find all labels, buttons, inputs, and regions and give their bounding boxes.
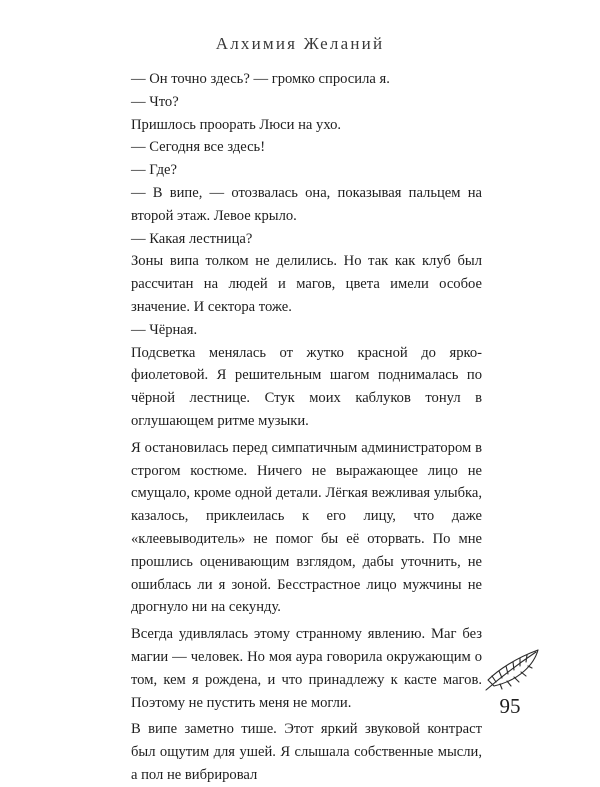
paragraph: Подсветка менялась от жутко красной до ярко-фиолетовой. Я решительным шагом поднималась по чёрной лестнице. Стук моих каблуков тонул в оглушающем ритме музыки. bbox=[131, 344, 482, 429]
paragraph: — Какая лестница? bbox=[131, 230, 253, 247]
paragraph: — Что? bbox=[131, 93, 179, 110]
paragraph: Всегда удивлялась этому странному явлению. Маг без магии — человек. Но моя аура говорила окружающим о том, кем я рождена, и что принадлежу к касте магов. Поэтому не пустить меня не могли. bbox=[131, 626, 482, 711]
paragraph: — Он точно здесь? — громко спросила я. bbox=[131, 71, 390, 87]
paragraph: Я остановилась перед симпатичным администратором в строгом костюме. Ничего не выражающее лицо не смущало, кроме одной детали. Лёгкая вежливая улыбка, казалось, приклеилась к его лицу, что даже «клеевыводитель» не помог бы её оторвать. По мне прошлись оценивающим взглядом, дабы уточнить, не ошиблась ли я зоной. Бесстрастное лицо мужчины не дрогнуло ни на секунду. bbox=[131, 439, 482, 616]
paragraph: — Сегодня все здесь! bbox=[131, 139, 266, 156]
paragraph: В випе заметно тише. Этот яркий звуковой контраст был ощутим для ушей. Я слышала собственные мысли, а пол не вибрировал bbox=[131, 721, 482, 783]
paragraph: Пришлось проорать Люси на ухо. bbox=[131, 116, 342, 133]
paragraph: — В випе, — отозвалась она, показывая пальцем на второй этаж. Левое крыло. bbox=[131, 184, 482, 224]
feather-icon bbox=[480, 640, 550, 700]
running-header: Алхимия Желаний bbox=[215, 34, 385, 53]
paragraph: Зоны випа толком не делились. Но так как клуб был рассчитан на людей и магов, цвета имели особое значение. И сектора тоже. bbox=[131, 253, 482, 315]
paragraph: — Чёрная. bbox=[131, 321, 198, 338]
body-text bbox=[131, 68, 482, 787]
page-number: 95 bbox=[499, 694, 521, 718]
paragraph: — Где? bbox=[131, 162, 177, 179]
